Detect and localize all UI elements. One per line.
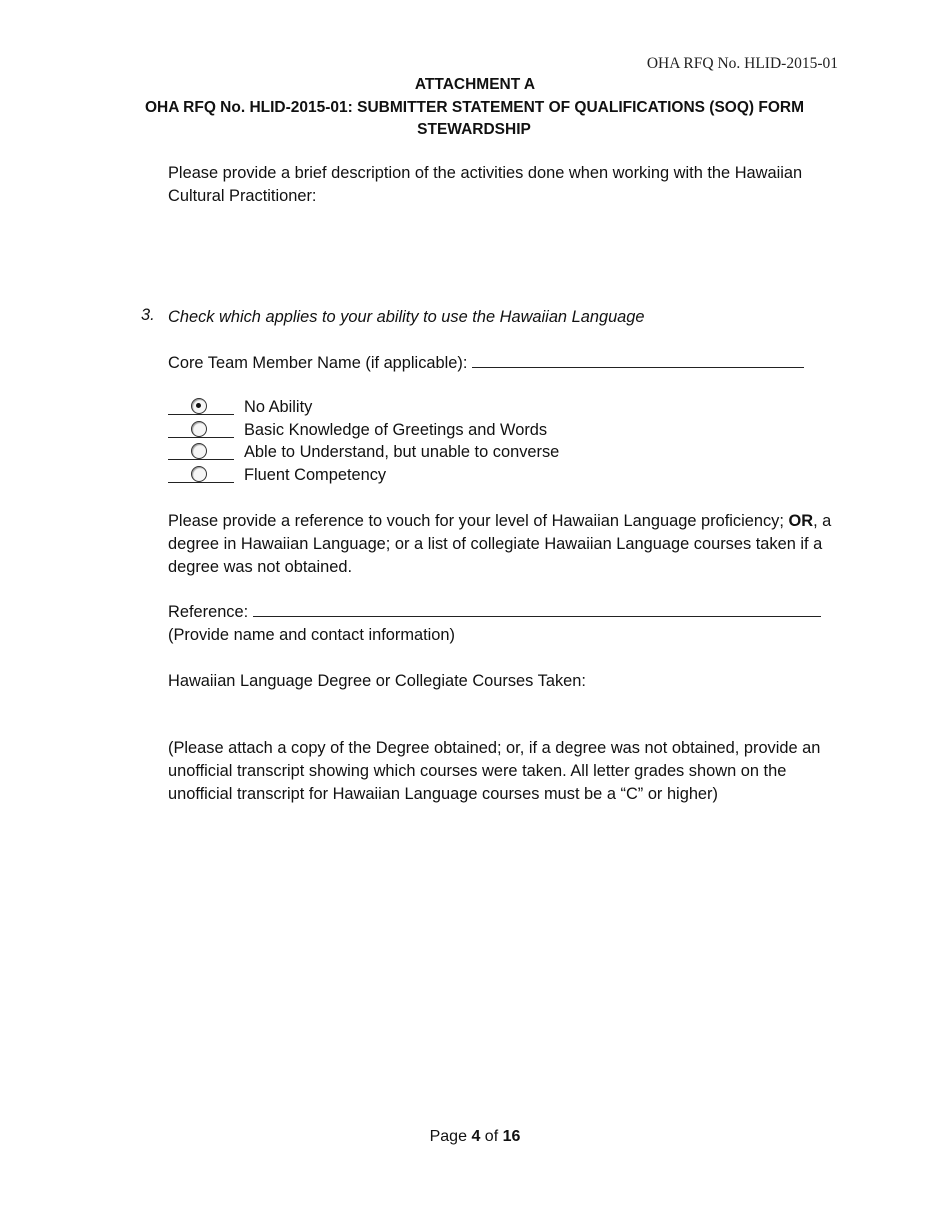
reference-prompt-part1: Please provide a reference to vouch for your level of Hawaiian Language proficiency; xyxy=(168,512,784,530)
reference-row xyxy=(168,601,838,624)
footer-page-total: 16 xyxy=(502,1128,521,1145)
radio-no-ability[interactable] xyxy=(191,398,207,414)
core-member-label: Core Team Member Name (if applicable): xyxy=(168,354,468,372)
title-attachment: ATTACHMENT A xyxy=(414,76,536,93)
radio-fluent-competency[interactable] xyxy=(191,466,207,482)
core-member-input[interactable] xyxy=(472,353,804,368)
option-fluent-competency[interactable] xyxy=(168,464,768,486)
reference-label: Reference: xyxy=(168,603,249,621)
degree-label: Hawaiian Language Degree or Collegiate Courses Taken: xyxy=(168,672,586,690)
option-label: Basic Knowledge of Greetings and Words xyxy=(244,421,548,439)
option-label: Able to Understand, but unable to converse xyxy=(244,443,560,461)
reference-hint: (Provide name and contact information) xyxy=(168,626,455,644)
title-section: STEWARDSHIP xyxy=(417,121,531,138)
option-basic-knowledge[interactable] xyxy=(168,419,768,441)
radio-basic-knowledge[interactable] xyxy=(191,421,207,437)
question-text: Check which applies to your ability to use the Hawaiian Language xyxy=(168,308,645,326)
header-ref-number: OHA RFQ No. HLID-2015-01 xyxy=(646,55,838,72)
description-prompt: Please provide a brief description of the activities done when working with the Hawaiian Cultural Practitioner: xyxy=(168,164,803,205)
reference-prompt xyxy=(168,510,838,579)
question-number: 3. xyxy=(141,306,155,324)
option-label: Fluent Competency xyxy=(244,466,387,484)
reference-prompt-part2: , a degree in Hawaiian Language; or a list of collegiate Hawaiian Language courses taken if a degree was not obtained. xyxy=(168,512,832,576)
reference-prompt-or: OR xyxy=(788,512,814,530)
footer-page-word: Page xyxy=(429,1128,467,1145)
footer-page-current: 4 xyxy=(471,1128,481,1145)
footer-of-word: of xyxy=(484,1128,499,1145)
attach-note: (Please attach a copy of the Degree obtained; or, if a degree was not obtained, provide an unofficial transcript showing which courses were taken. All letter grades shown on the unofficial transcript for Hawaiian Language courses must be a “C” or higher) xyxy=(168,739,821,803)
option-able-to-understand[interactable] xyxy=(168,441,768,463)
title-block xyxy=(0,74,950,142)
page-footer xyxy=(0,1128,950,1146)
option-no-ability[interactable] xyxy=(168,396,768,418)
option-label: No Ability xyxy=(244,398,313,416)
title-form-name: OHA RFQ No. HLID-2015-01: SUBMITTER STATEMENT OF QUALIFICATIONS (SOQ) FORM xyxy=(144,98,805,116)
reference-input[interactable] xyxy=(253,602,821,617)
radio-able-to-understand[interactable] xyxy=(191,443,207,459)
core-member-row xyxy=(168,352,838,375)
